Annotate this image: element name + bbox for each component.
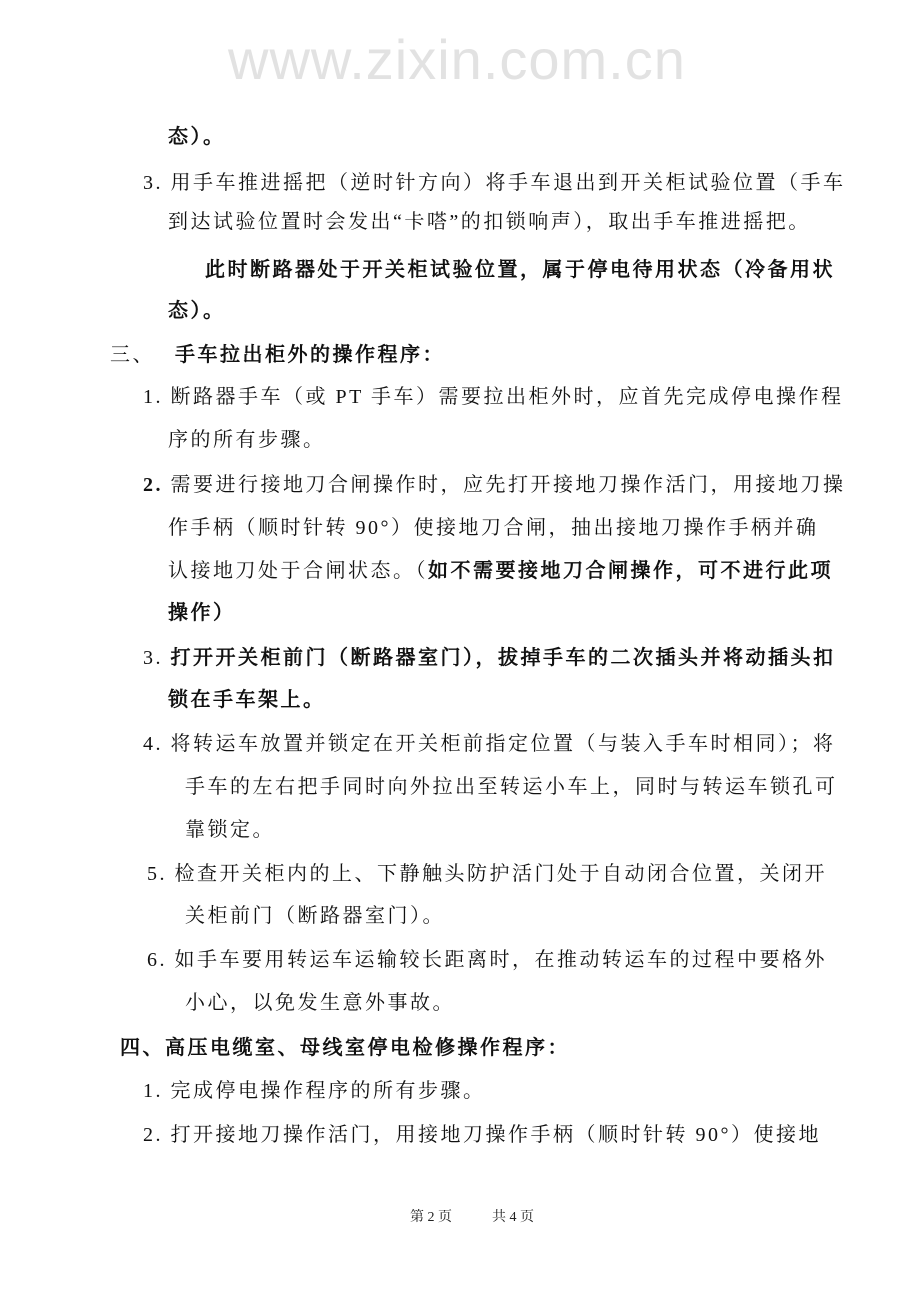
bold-text: 四、高压电缆室、母线室停电检修操作程序： <box>120 1037 570 1059</box>
text-line <box>175 342 445 368</box>
bold-text: 如不需要接地刀合闸操作，可不进行此项 <box>428 560 833 582</box>
text: 认接地刀处于合闸状态。（ <box>168 560 428 582</box>
bold-text: 操作） <box>168 602 236 624</box>
bold-text: 锁在手车架上。 <box>168 689 326 711</box>
text-line <box>185 903 445 929</box>
text: 关柜前门（断路器室门）。 <box>185 905 445 927</box>
watermark: www.zixin.com.cn <box>228 28 686 91</box>
text: 作手柄（顺时针转 90°）使接地刀合闸，抽出接地刀操作手柄并确 <box>168 517 819 539</box>
text-line <box>143 472 846 498</box>
text-line <box>168 558 833 584</box>
text-line <box>168 515 819 541</box>
page-total: 共 4 页 <box>492 1210 534 1225</box>
text-line <box>143 1122 821 1148</box>
text-line <box>143 170 846 196</box>
text-line <box>168 427 326 453</box>
bold-text: 此时断路器处于开关柜试验位置，属于停电待用状态（冷备用状 <box>205 259 835 281</box>
text-line <box>168 209 811 235</box>
text: 6. 如手车要用转运车运输较长距离时，在推动转运车的过程中要格外 <box>147 949 827 971</box>
text-line <box>185 817 275 843</box>
bold-text: 态）。 <box>168 126 226 148</box>
text: 小心，以免发生意外事故。 <box>185 992 455 1014</box>
text-line <box>143 384 843 410</box>
text-line <box>110 342 155 368</box>
bold-text: 2. <box>143 474 171 496</box>
text: 三、 <box>110 344 155 366</box>
text: 4. 将转运车放置并锁定在开关柜前指定位置（与装入手车时相同）；将 <box>143 733 836 755</box>
page-number: 第 2 页 <box>410 1210 452 1225</box>
text-line <box>168 600 236 626</box>
text: 1. 完成停电操作程序的所有步骤。 <box>143 1080 486 1102</box>
text-line <box>205 257 835 283</box>
text-line <box>147 947 827 973</box>
text-line <box>120 1035 570 1061</box>
text-line <box>143 731 836 757</box>
text: 1. 断路器手车（或 PT 手车）需要拉出柜外时，应首先完成停电操作程 <box>143 386 844 408</box>
text-line <box>168 298 226 324</box>
text-line <box>147 861 827 887</box>
bold-text: 打开开关柜前门（断路器室门），拔掉手车的二次插头并将动插头扣 <box>170 647 836 669</box>
text-line <box>168 124 226 150</box>
text: 2. 打开接地刀操作活门，用接地刀操作手柄（顺时针转 90°）使接地 <box>143 1124 821 1146</box>
text: 手车的左右把手同时向外拉出至转运小车上，同时与转运车锁孔可 <box>185 776 838 798</box>
text-line <box>185 990 455 1016</box>
text-line <box>168 687 326 713</box>
text: 3. 用手车推进摇把（逆时针方向）将手车退出到开关柜试验位置（手车 <box>143 172 846 194</box>
text: 5. 检查开关柜内的上、下静触头防护活门处于自动闭合位置，关闭开 <box>147 863 827 885</box>
text-line <box>143 645 836 671</box>
text: 需要进行接地刀合闸操作时，应先打开接地刀操作活门，用接地刀操 <box>170 474 846 496</box>
bold-text: 手车拉出柜外的操作程序： <box>175 344 445 366</box>
text: 到达试验位置时会发出“卡嗒”的扣锁响声），取出手车推进摇把。 <box>168 211 811 233</box>
bold-text: 态）。 <box>168 300 226 322</box>
text-line <box>143 1078 486 1104</box>
text: 靠锁定。 <box>185 819 275 841</box>
text: 序的所有步骤。 <box>168 429 326 451</box>
text: 3. <box>143 647 171 669</box>
text-line <box>185 774 838 800</box>
